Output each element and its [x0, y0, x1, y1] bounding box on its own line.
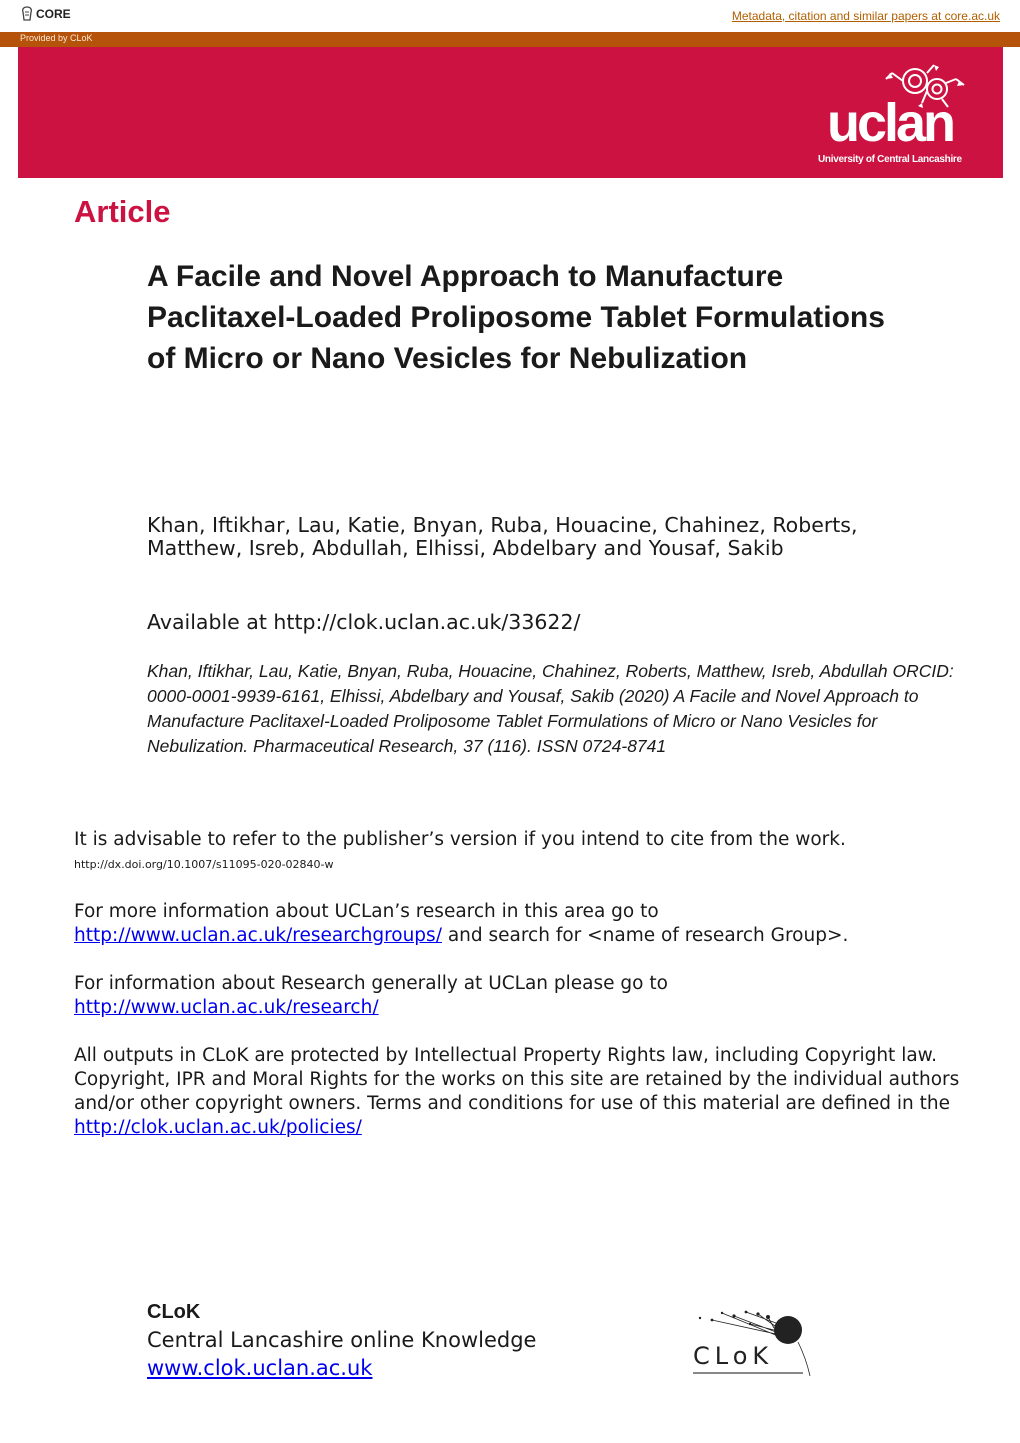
article-title: A Facile and Novel Approach to Manufacture Paclitaxel-Loaded Proliposome Tablet Formulations of Micro or Nano Vesicles for Nebulization: [147, 260, 885, 375]
research-groups-text: For more information about UCLan’s research in this area go to: [74, 901, 659, 922]
research-link[interactable]: http://www.uclan.ac.uk/research/: [74, 997, 379, 1018]
research-groups-link[interactable]: http://www.uclan.ac.uk/researchgroups/: [74, 925, 442, 946]
uclan-logo: [818, 59, 978, 169]
uclan-wordmark: uclan: [827, 93, 954, 153]
article-label: Article: [74, 194, 171, 229]
clok-url-link[interactable]: www.clok.uclan.ac.uk: [147, 1356, 373, 1380]
uclan-banner: [18, 47, 1003, 178]
core-header: [0, 0, 1020, 32]
policies-link[interactable]: http://clok.uclan.ac.uk/policies/: [74, 1117, 362, 1138]
clok-logo-icon: [688, 1308, 818, 1383]
rights-text: All outputs in CLoK are protected by Intellectual Property Rights law, including Copyright law. Copyright, IPR and Moral Rights for the works on this site are retained by the individual authors and/or other copyright owners. Terms and conditions for use of this material are defined in the: [74, 1045, 960, 1114]
advisable-notice: It is advisable to refer to the publisher’s version if you intend to cite from the work.: [74, 829, 846, 850]
core-logo-icon: [20, 6, 34, 22]
citation: Khan, Iftikhar, Lau, Katie, Bnyan, Ruba, Houacine, Chahinez, Roberts, Matthew, Isreb, Abdullah ORCID: 0000-0001-9939-6161, Elhissi, Abdelbary and Yousaf, Sakib (2020) A Facile and Novel Approach to Manufacture Paclitaxel-Loaded Proliposome Tablet Formulations of Micro or Nano Vesicles for Nebulization. Pharmaceutical Research, 37 (116). ISSN 0724-8741: [147, 661, 954, 756]
research-groups-suffix: and search for <name of research Group>.: [441, 925, 849, 946]
core-metadata-link[interactable]: Metadata, citation and similar papers at core.ac.uk: [731, 9, 1000, 23]
clok-title: CLoK: [147, 1301, 201, 1323]
authors: Khan, Iftikhar, Lau, Katie, Bnyan, Ruba, Houacine, Chahinez, Roberts, Matthew, Isreb, Abdullah, Elhissi, Abdelbary and Yousaf, Sakib: [147, 513, 858, 560]
core-logo-text: CORE: [36, 7, 71, 21]
uclan-subtitle: University of Central Lancashire: [818, 154, 962, 165]
rights-paragraph: [74, 1044, 974, 1140]
core-logo[interactable]: [20, 6, 71, 22]
clok-subtitle: Central Lancashire online Knowledge: [147, 1328, 537, 1352]
research-text: For information about Research generally at UCLan please go to: [74, 973, 668, 994]
available-at: Available at http://clok.uclan.ac.uk/33622/: [147, 610, 581, 634]
clok-logo-text: CLoK: [693, 1342, 774, 1370]
doi-text: http://dx.doi.org/10.1007/s11095-020-02840-w: [74, 858, 334, 871]
provided-by-text: Provided by CLoK: [20, 33, 93, 43]
provided-bar: [0, 32, 1020, 47]
research-groups-paragraph: [74, 900, 974, 948]
research-paragraph: [74, 972, 974, 1020]
